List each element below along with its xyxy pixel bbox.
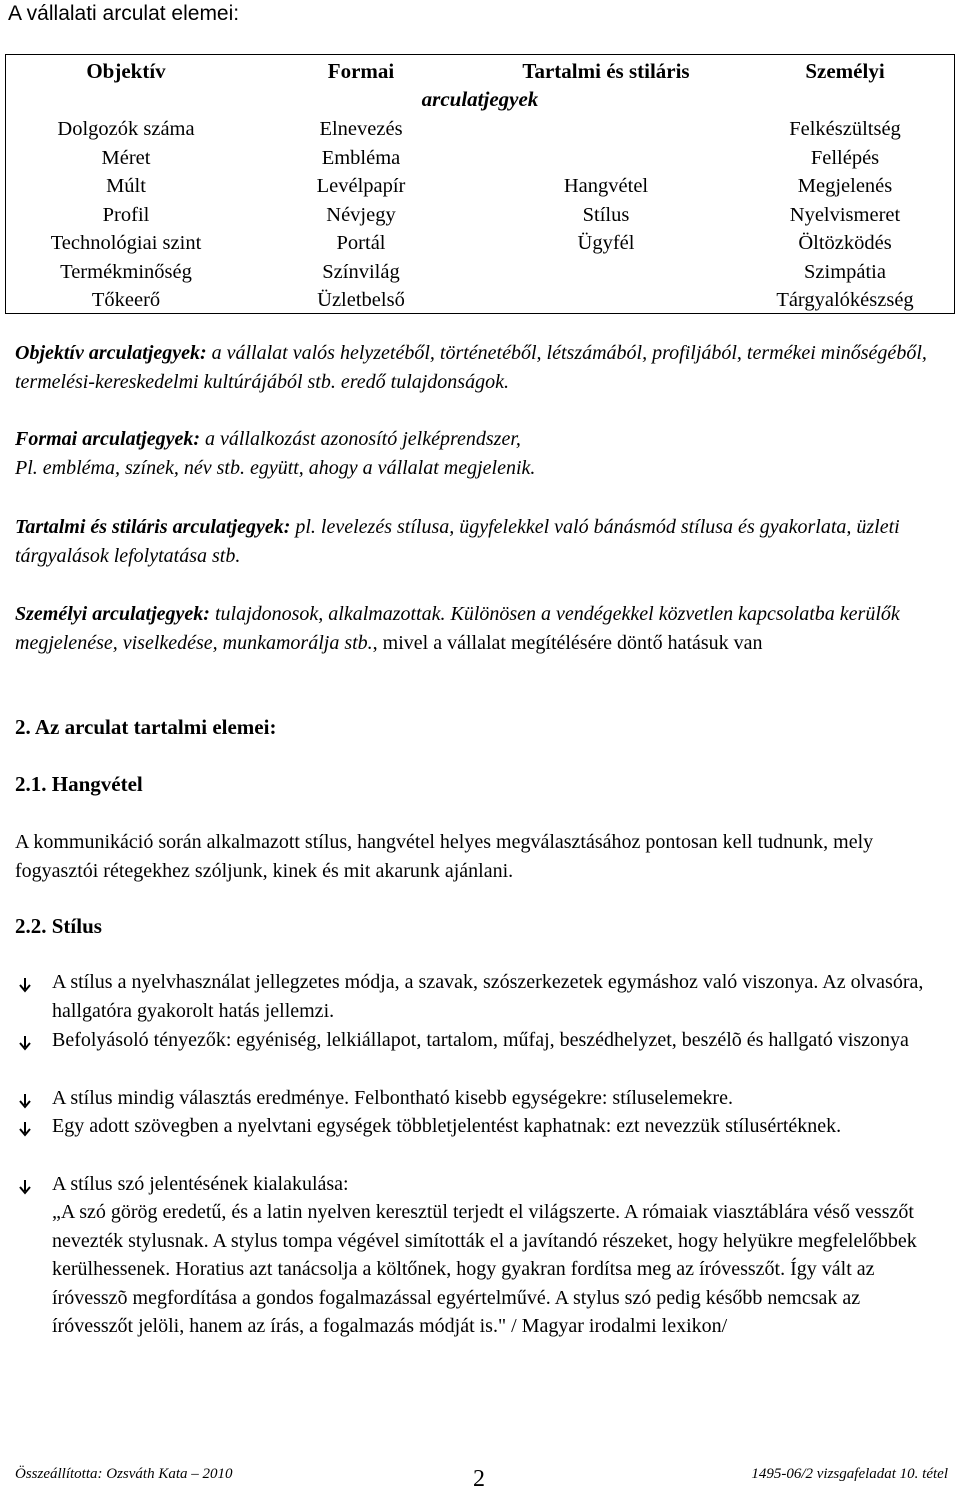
table-col-formai xyxy=(246,115,476,315)
table-header-tartalmi: Tartalmi és stiláris xyxy=(522,59,690,83)
table-cell: Múlt xyxy=(106,175,146,197)
table-cell: Névjegy xyxy=(326,203,396,226)
table-cell: Tőkeerő xyxy=(91,289,161,311)
table-cell: Profil xyxy=(102,203,150,226)
bullet-text: Befolyásoló tényezők: egyéniség, lelkiállapot, tartalom, műfaj, beszédhelyzet, beszélõ és hallgató viszonya xyxy=(52,1029,909,1051)
footer-exam-id: 1495-06/2 vizsgafeladat 10. tétel xyxy=(751,1466,948,1482)
table-cell: Felkészültség xyxy=(789,118,901,140)
def-formai-label: Formai arculatjegyek: xyxy=(15,428,200,450)
table-header-szemelyi: Személyi xyxy=(805,59,885,83)
def-tartalmi-label: Tartalmi és stiláris arculatjegyek: xyxy=(15,516,291,538)
table-cell: Öltözködés xyxy=(798,232,892,254)
table-col-szemelyi xyxy=(736,115,954,315)
table-cell: Méret xyxy=(101,146,151,169)
footer-author: Összeállította: Ozsváth Kata – 2010 xyxy=(15,1466,233,1482)
quote-text: „A szó görög eredetű, és a latin nyelven keresztül terjedt el világszerte. A rómaiak viasztáblára véső vesszőt nevezték stylusnak. A stylus tompa végével simították el a javítandó részeket, hogy helyükre megfelelőbbek kerülhessenek. Horatius azt tanácsolja a költőnek, hogy gyakran fordítsa meg az íróvesszőt. Így vált az íróvesszõ megfordítása a gondos fogalmazással egyértelművé. A stylus szó pedig később nemcsak az íróvesszőt jelöli, hanem az írás, a fogalmazás módját is." / Magyar irodalmi lexikon/ xyxy=(52,1201,917,1337)
subsection-stilus-heading: 2.2. Stílus xyxy=(15,914,102,938)
table-header-formai: Formai xyxy=(327,59,395,83)
table-cell: Embléma xyxy=(321,146,401,169)
table-cell: Dolgozók száma xyxy=(57,118,195,140)
subsection-hangvetel-heading: 2.1. Hangvétel xyxy=(15,772,143,796)
def-szemelyi xyxy=(15,600,945,657)
def-objektiv-label: Objektív arculatjegyek: xyxy=(15,342,207,364)
table-cell: Üzletbelső xyxy=(317,289,405,311)
page-title: A vállalati arculat elemei: xyxy=(8,2,240,25)
table-cell: Hangvétel xyxy=(563,175,649,197)
def-szemelyi-text: tulajdonosok, alkalmazottak. Különösen a vendégekkel közvetlen kapcsolatba kerülők megjelenése, viselkedése, munkamorálja stb. xyxy=(15,603,900,654)
table-cell: Ügyfél xyxy=(577,232,635,254)
arrow-down-bullet-icon xyxy=(18,1035,32,1051)
table-cell: Fellépés xyxy=(810,146,880,169)
bullet-text: A stílus a nyelvhasználat jellegzetes módja, a szavak, szószerkezetek egymáshoz való viszonya. Az olvasóra, hallgatóra gyakorolt hatás jellemzi. xyxy=(52,971,924,1022)
def-objektiv-text: a vállalat valós helyzetéből, történetéből, létszámából, profiljából, termékei minőségéből, termelési-kereskedelmi kultúrájából stb. eredő tulajdonságok. xyxy=(15,342,927,393)
def-szemelyi-text2: , mivel a vállalat megítélésére döntő hatásuk van xyxy=(372,631,763,654)
bullet-text: A stílus mindig választás eredménye. Felbontható kisebb egységekre: stíluselemekre. xyxy=(52,1087,733,1109)
table-cell: Technológiai szint xyxy=(50,232,202,254)
table-cell: Elnevezés xyxy=(319,118,403,140)
def-szemelyi-label: Személyi arculatjegyek: xyxy=(15,603,210,625)
arrow-down-bullet-icon xyxy=(18,1121,32,1137)
table-cell: Levélpapír xyxy=(316,175,406,197)
table-cell: Nyelvismeret xyxy=(789,203,901,226)
bullet-text: A stílus szó jelentésének kialakulása: xyxy=(52,1173,349,1195)
table-col-objektiv xyxy=(6,115,246,315)
table-col-tartalmi xyxy=(476,172,736,258)
table-cell: Termékminőség xyxy=(60,260,192,283)
hangvetel-text: A kommunikáció során alkalmazott stílus, hangvétel helyes megválasztásához pontosan kell tudnunk, mely fogyasztói rétegekhez szóljunk, kinek és mit akarunk ajánlani. xyxy=(15,831,874,882)
def-tartalmi xyxy=(15,513,945,570)
table-cell: Portál xyxy=(336,232,386,254)
page-number: 2 xyxy=(473,1466,485,1492)
table-header-objektiv: Objektív xyxy=(86,59,166,83)
table-cell: Szimpátia xyxy=(804,260,886,283)
def-formai-text2: Pl. embléma, színek, név stb. együtt, ahogy a vállalat megjelenik. xyxy=(15,456,536,479)
table-subheader: arculatjegyek xyxy=(421,87,539,111)
table-cell: Megjelenés xyxy=(797,175,893,197)
section-heading: 2. Az arculat tartalmi elemei: xyxy=(15,715,277,739)
arculat-table xyxy=(5,54,955,314)
arrow-down-bullet-icon xyxy=(18,977,32,993)
arrow-down-bullet-icon xyxy=(18,1179,32,1195)
bullet-text: Egy adott szövegben a nyelvtani egységek többletjelentést kaphatnak: ezt nevezzük stílusértéknek. xyxy=(52,1115,842,1137)
table-cell: Stílus xyxy=(582,203,630,226)
def-tartalmi-text: pl. levelezés stílusa, ügyfelekkel való bánásmód stílusa és gyakorlata, üzleti tárgyalások lefolytatása stb. xyxy=(15,516,900,567)
arrow-down-bullet-icon xyxy=(18,1093,32,1109)
def-formai-text: a vállalkozást azonosító jelképrendszer, xyxy=(199,428,521,450)
table-cell: Színvilág xyxy=(322,260,400,283)
def-objektiv xyxy=(15,339,945,396)
def-formai xyxy=(15,425,945,482)
table-cell: Tárgyalókészség xyxy=(776,289,914,311)
